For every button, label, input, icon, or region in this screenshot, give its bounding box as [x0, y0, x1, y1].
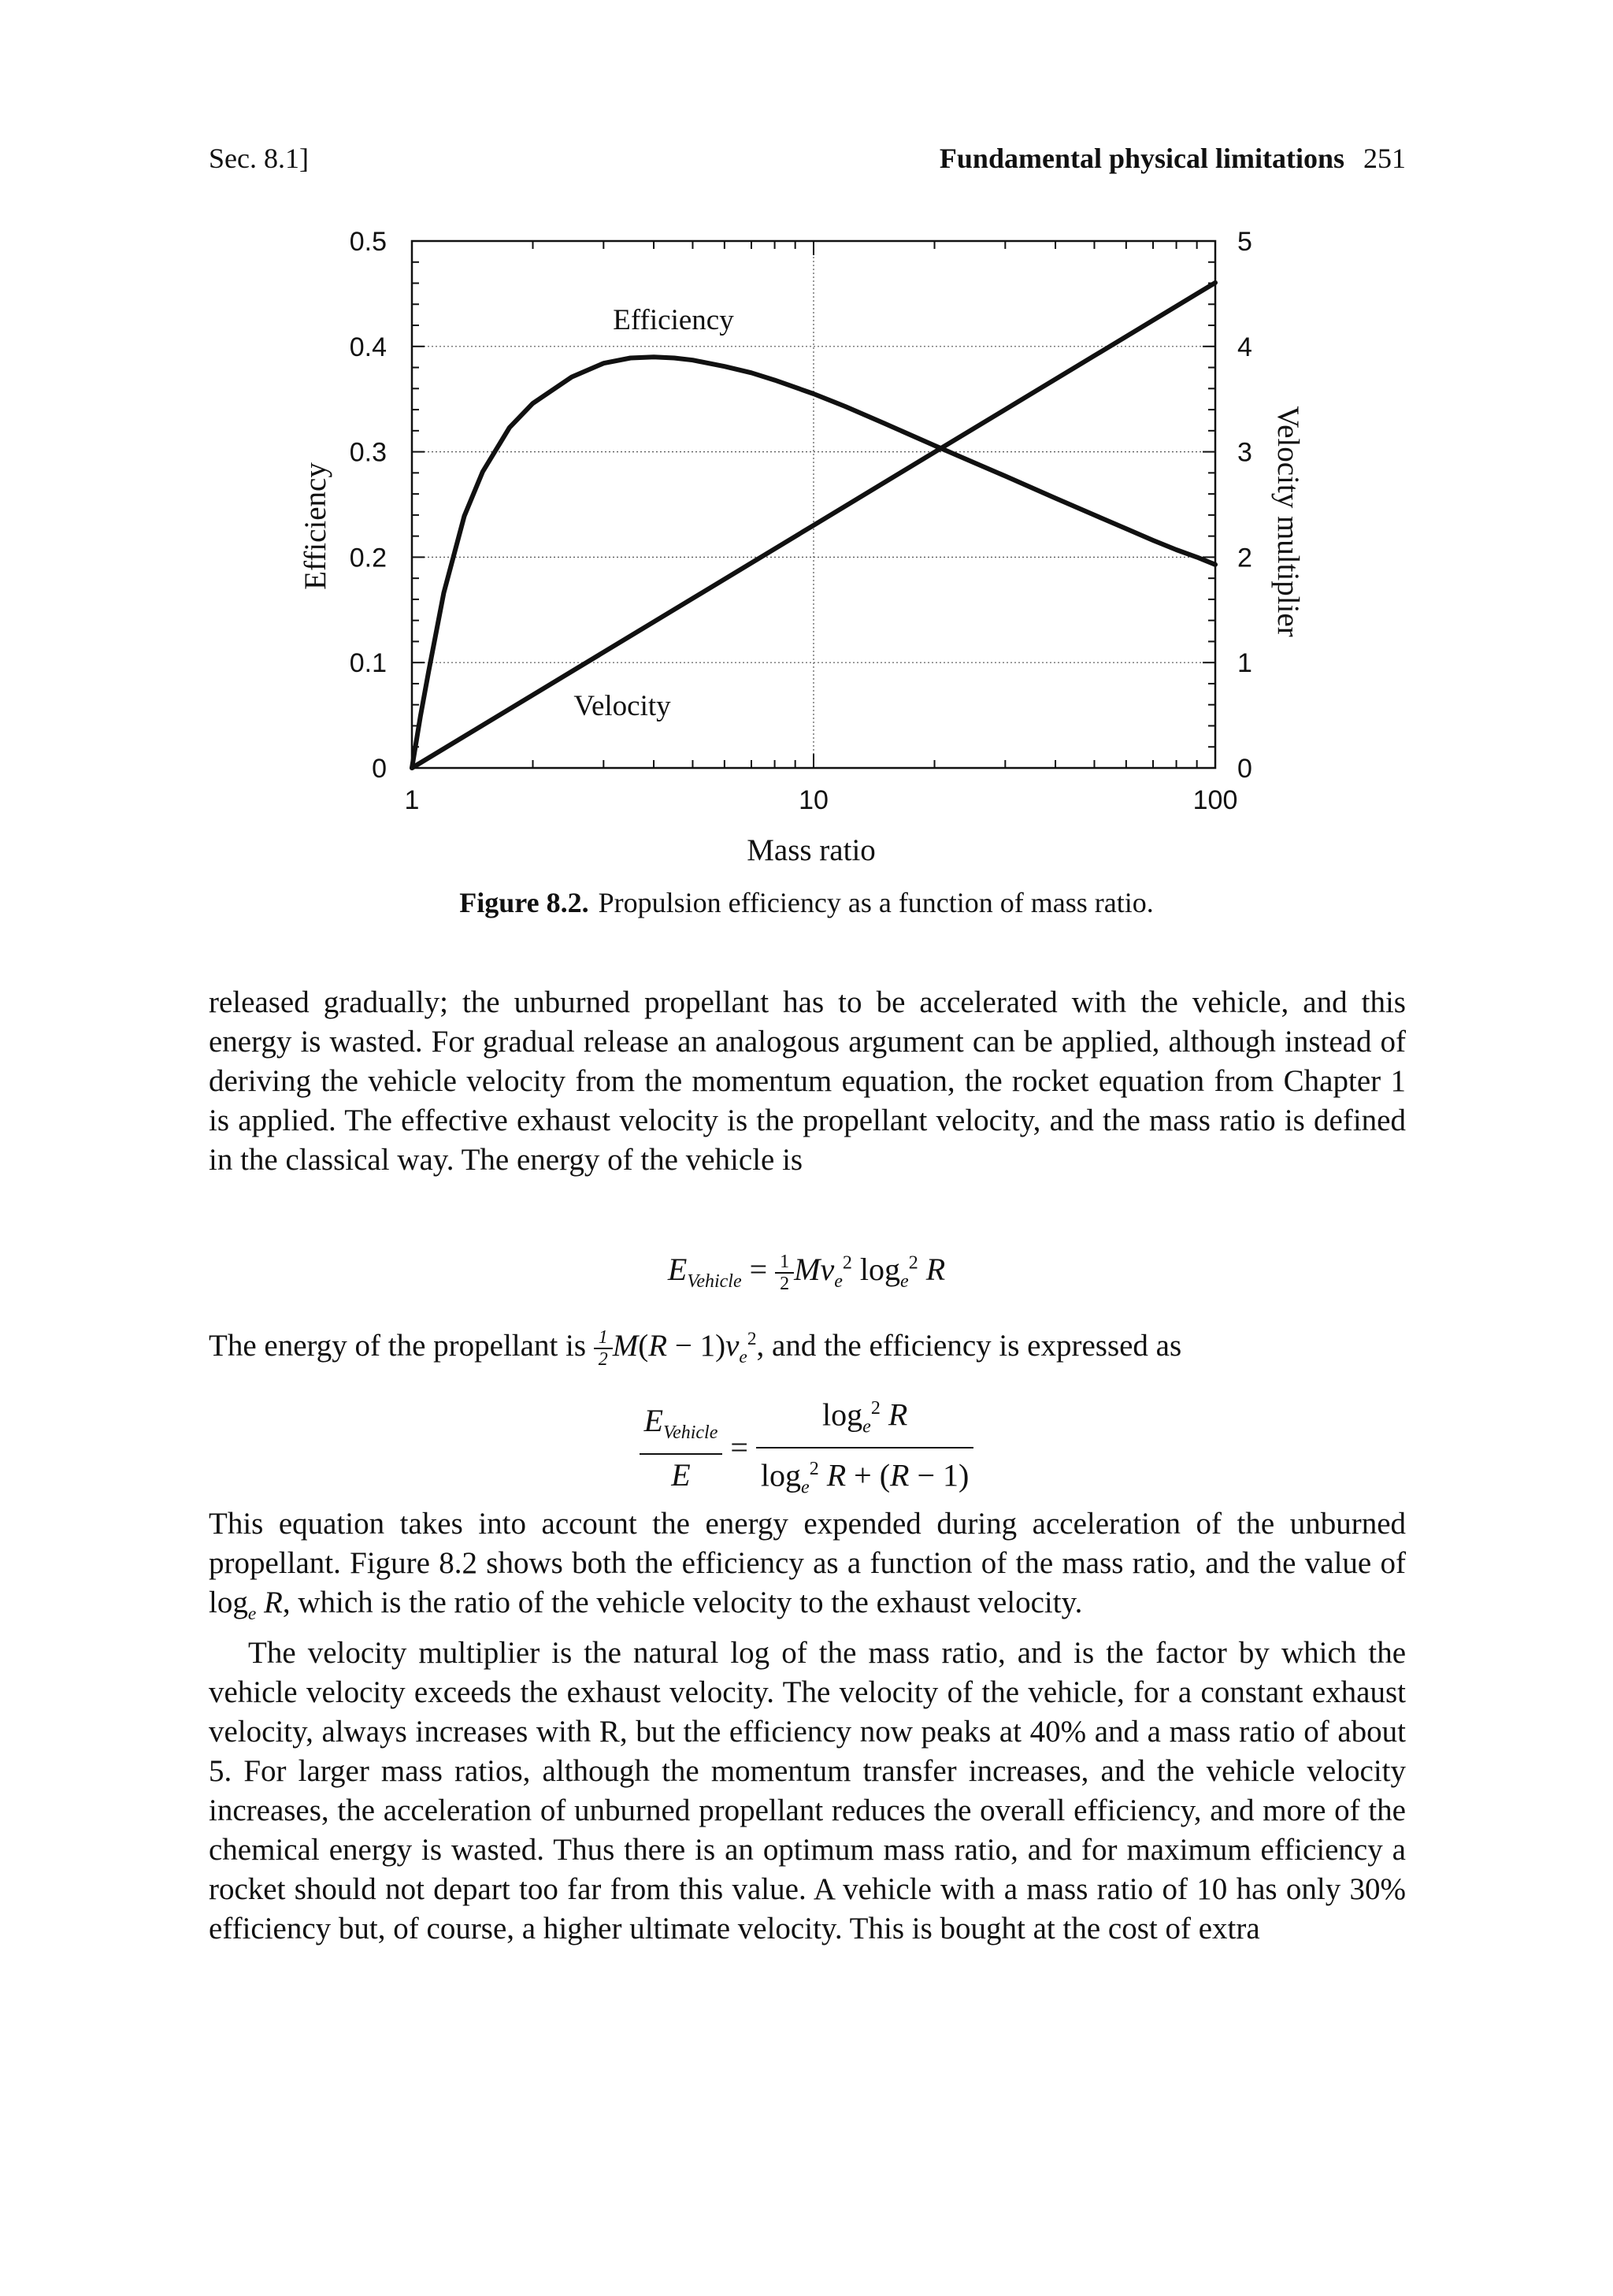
caption-text: Propulsion efficiency as a function of mass ratio. — [598, 887, 1154, 918]
paragraph-1-text: released gradually; the unburned propellant has to be accelerated with the vehicle, and this energy is wasted. For gradual release an analogous argument can be applied, although instead of deriving the vehicle velocity from the momentum equation, the rocket equation from Chapter 1 is applied. The effective exhaust velocity is the propellant velocity, and the mass ratio is defined in the classical way. The energy of the vehicle is — [209, 985, 1406, 1177]
header-title: Fundamental physical limitations — [939, 143, 1344, 174]
y-tick-label-left: 0.4 — [349, 332, 387, 362]
equation-efficiency: $\frac{E_{Vehicle}}{E}$ = $\frac{\log_e^2 R}{\log_e^2 R + (R - 1)}$ — [0, 1388, 1613, 1508]
y-tick-label-right: 5 — [1237, 227, 1252, 257]
y-tick-label-left: 0 — [372, 754, 387, 784]
fraction-half: $\frac{1}{2}$ — [775, 1252, 794, 1294]
efficiency-chart — [0, 0, 1613, 874]
paragraph-3-text: The velocity multiplier is the natural log of the mass ratio, and is the factor by which the vehicle velocity exceeds the exhaust velocity. The velocity of the vehicle, for a constant exhaust velocity, always increases with R, but the efficiency now peaks at 40% and a mass ratio of about 5. For larger mass ratios, although the momentum transfer increases, and the vehicle velocity increases, the acceleration of unburned propellant reduces the overall efficiency, and more of the chemical energy is wasted. Thus there is an optimum mass ratio, and for maximum efficiency a rocket should not depart too far from this value. A vehicle with a mass ratio of 10 has only 30% efficiency but, of course, a higher ultimate velocity. This is bought at the cost of extra — [209, 1635, 1406, 1945]
fraction-log-ratio: $\frac{\log_e^2 R}{\log_e^2 R + (R - 1)}$ — [756, 1388, 973, 1508]
y-tick-label-right: 0 — [1237, 754, 1252, 784]
x-axis-label: Mass ratio — [747, 833, 876, 867]
y-tick-label-right: 4 — [1237, 332, 1252, 362]
x-tick-label: 10 — [799, 785, 829, 815]
figure-label: Figure 8.2. — [459, 887, 589, 918]
x-tick-label: 1 — [404, 785, 420, 815]
y-tick-label-right: 1 — [1237, 648, 1252, 679]
paragraph-2 — [209, 1504, 1406, 1949]
tick-labels — [350, 227, 1252, 815]
y-tick-label-right: 2 — [1237, 543, 1252, 573]
section-label: Sec. 8.1] — [209, 143, 309, 174]
y-tick-label-left: 0.2 — [349, 543, 387, 573]
y-tick-label-left: 0.3 — [349, 437, 387, 468]
y-axis-label: Efficiency — [298, 462, 332, 590]
equation-vehicle-energy: $E_{Vehicle}$ = $\frac{1}{2}$ $Mv_e^2$ $\log_e^2 R$ — [667, 1251, 946, 1294]
y-tick-label-left: 0.1 — [349, 648, 387, 679]
energy-prefix: The energy of the propellant is — [209, 1329, 587, 1363]
annotation-efficiency: Efficiency — [613, 304, 734, 336]
x-tick-label: 100 — [1192, 785, 1238, 815]
y2-axis-label: Velocity multiplier — [1271, 406, 1305, 637]
figure-caption — [0, 886, 1613, 919]
paragraph-2-text: This equation takes into account the energy expended during acceleration of the unburned propellant. Figure 8.2 shows both the efficiency as a function of the mass ratio, and the value of $\log_e R$, which is the ratio of the vehicle velocity to the exhaust velocity. — [209, 1507, 1406, 1624]
paragraph-1 — [209, 983, 1406, 1180]
fraction-half-inline: $\frac{1}{2}$ — [594, 1327, 613, 1370]
energy-suffix: , and the efficiency is expressed as — [756, 1329, 1182, 1363]
fraction-energy-ratio: $\frac{E_{Vehicle}}{E}$ — [640, 1400, 723, 1496]
annotation-velocity: Velocity — [573, 690, 671, 722]
y-tick-label-right: 3 — [1237, 437, 1252, 468]
grid-lines — [412, 241, 1215, 768]
page-number: 251 — [1363, 143, 1406, 174]
energy-propellant-line: The energy of the propellant is $\frac{1}{2}$ $M(R - 1)v_e^2$, and the efficiency is expressed as — [209, 1327, 1182, 1371]
y-tick-label-left: 0.5 — [349, 227, 387, 257]
